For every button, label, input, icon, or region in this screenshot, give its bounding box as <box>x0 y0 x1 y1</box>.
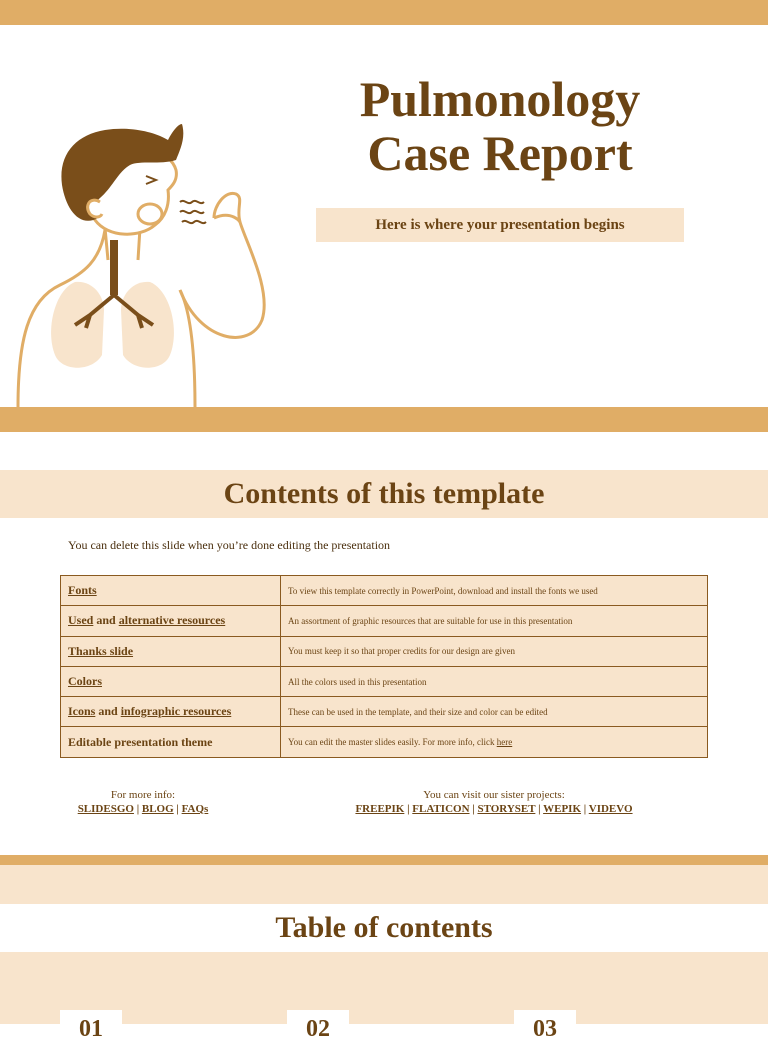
row-desc: To view this template correctly in PowerPoint, download and install the fonts we used <box>281 576 708 606</box>
table-row <box>61 606 708 636</box>
freepik-link[interactable]: FREEPIK <box>355 803 405 815</box>
icons-link[interactable]: Icons <box>68 704 96 719</box>
toc-top-border <box>0 855 768 865</box>
contents-heading <box>0 470 768 518</box>
row-label <box>61 636 281 666</box>
sister-label: You can visit our sister projects: <box>423 789 565 801</box>
toc-heading-text: Table of contents <box>275 911 493 944</box>
top-border <box>0 0 768 25</box>
thanks-slide-link[interactable]: Thanks slide <box>68 643 134 658</box>
contents-heading-text: Contents of this template <box>223 477 545 510</box>
row-label <box>61 697 281 727</box>
separator: | <box>404 803 413 815</box>
sister-projects-block <box>334 788 654 816</box>
separator: | <box>133 803 142 815</box>
subtitle: Here is where your presentation begins <box>375 216 625 233</box>
more-info-links <box>70 802 216 816</box>
videvo-link[interactable]: VIDEVO <box>588 803 633 815</box>
subtitle-box <box>316 208 684 242</box>
toc-number-2: 02 <box>287 1010 349 1040</box>
infographic-resources-link[interactable]: infographic resources <box>120 704 232 719</box>
separator: | <box>173 803 182 815</box>
bottom-border <box>0 407 768 432</box>
row-label <box>61 666 281 696</box>
row-desc: These can be used in the template, and their size and color can be edited <box>281 697 708 727</box>
more-info-block <box>70 788 216 816</box>
row-desc <box>281 727 708 757</box>
patient-lungs-coughing-illustration <box>0 110 290 410</box>
row-label: Editable presentation theme <box>61 727 281 757</box>
toc-number-3: 03 <box>514 1010 576 1040</box>
colors-link[interactable]: Colors <box>68 674 102 689</box>
blog-link[interactable]: BLOG <box>141 803 174 815</box>
row-label <box>61 606 281 636</box>
row-desc: An assortment of graphic resources that are suitable for use in this presentation <box>281 606 708 636</box>
toc-heading <box>0 904 768 952</box>
table-row <box>61 697 708 727</box>
row-desc-text: You can edit the master slides easily. For more info, click <box>288 737 497 748</box>
title-line-1: Pulmonology <box>359 71 641 127</box>
separator: | <box>535 803 544 815</box>
table-row <box>61 636 708 666</box>
table-row <box>61 727 708 757</box>
fonts-link[interactable]: Fonts <box>68 583 97 598</box>
more-info-label: For more info: <box>110 789 176 801</box>
page-title <box>320 72 680 180</box>
slidesgo-link[interactable]: SLIDESGO <box>77 803 134 815</box>
row-label <box>61 576 281 606</box>
row-desc: You must keep it so that proper credits for our design are given <box>281 636 708 666</box>
faqs-link[interactable]: FAQs <box>181 803 209 815</box>
title-slide[interactable] <box>0 0 768 432</box>
sister-links <box>334 802 654 816</box>
wepik-link[interactable]: WEPIK <box>543 803 582 815</box>
label-joiner: and <box>95 704 121 719</box>
separator: | <box>581 803 589 815</box>
title-line-2: Case Report <box>367 125 633 181</box>
here-link[interactable]: here <box>496 737 513 748</box>
storyset-link[interactable]: STORYSET <box>477 803 536 815</box>
label-joiner: and <box>93 613 119 628</box>
table-row <box>61 666 708 696</box>
separator: | <box>469 803 478 815</box>
used-resources-link[interactable]: Used <box>68 613 94 628</box>
alternative-resources-link[interactable]: alternative resources <box>118 613 226 628</box>
row-desc: All the colors used in this presentation <box>281 666 708 696</box>
contents-table <box>60 575 708 758</box>
flaticon-link[interactable]: FLATICON <box>412 803 470 815</box>
toc-number-1: 01 <box>60 1010 122 1040</box>
intro-text: You can delete this slide when you’re done editing the presentation <box>68 538 391 552</box>
table-row <box>61 576 708 606</box>
